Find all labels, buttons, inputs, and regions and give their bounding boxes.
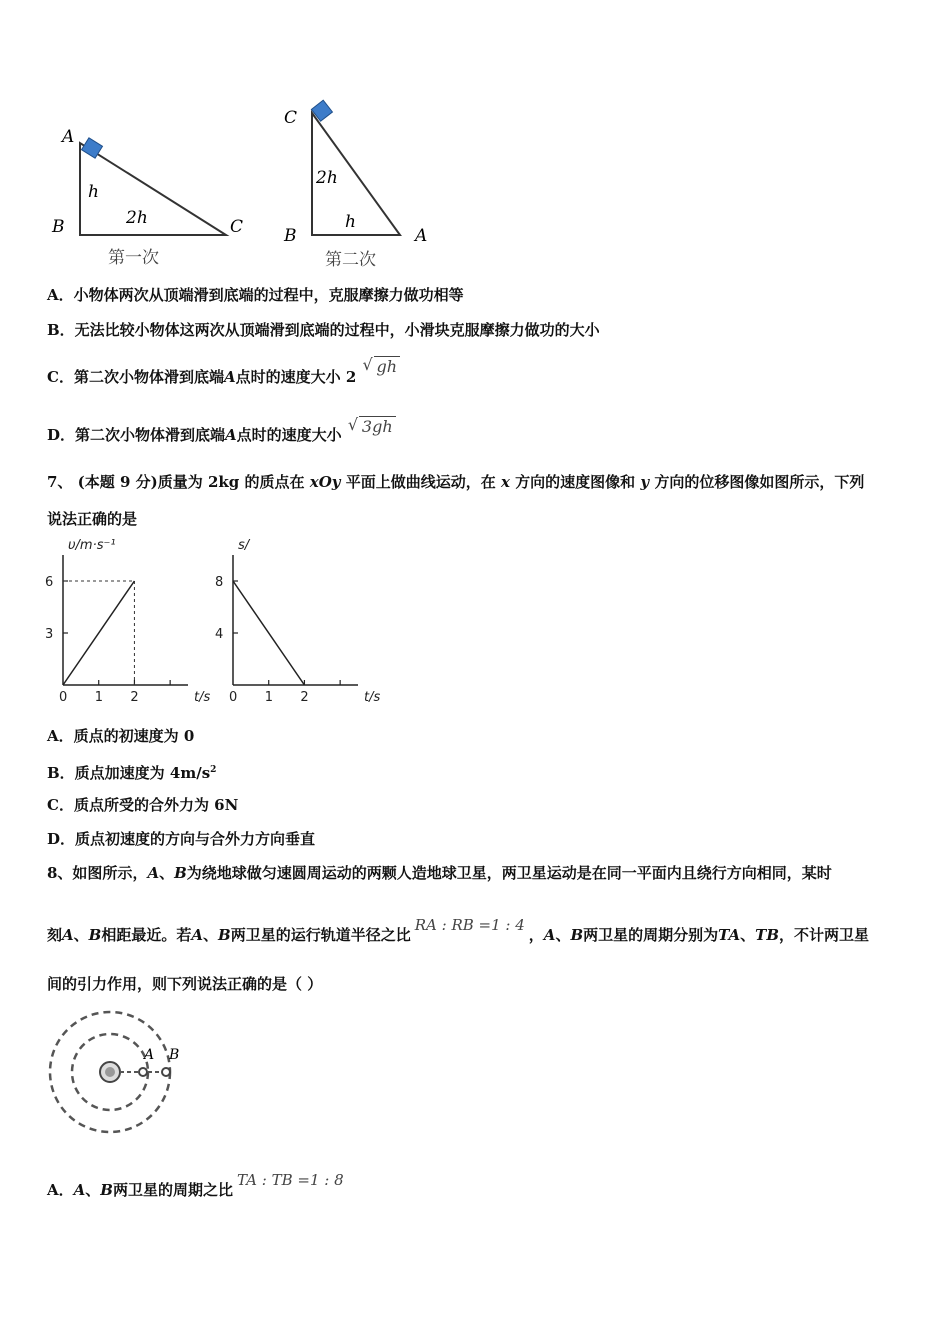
- x-tick-label: 0: [59, 690, 68, 705]
- second-label-h: h: [345, 212, 356, 232]
- q6-option-d: [47, 415, 396, 445]
- x-axis-label: t/s: [194, 690, 211, 705]
- series-line: [233, 581, 304, 685]
- q8-l1-B: B: [174, 864, 187, 882]
- q8-a-sep: 、: [85, 1181, 101, 1199]
- q8-l2-A: A: [62, 926, 74, 944]
- series-line: [63, 581, 134, 685]
- displacement-time-chart: [205, 535, 381, 710]
- x-tick-label: 1: [264, 690, 273, 705]
- second-label-C: C: [284, 108, 298, 128]
- q8-l2-TA: TA: [718, 926, 741, 944]
- q7-option-b: [47, 760, 216, 783]
- q7-stem-line2: 说法正确的是: [47, 510, 138, 528]
- q8-a-B: B: [100, 1181, 113, 1199]
- q8-l2-TB: TB: [755, 926, 779, 944]
- q8-l2-c: 两卫星的运行轨道半径之比: [230, 926, 411, 944]
- q6-option-c: [47, 355, 400, 387]
- q8-radius-ratio: RA : RB =1 : 4: [414, 916, 525, 934]
- q7-text-4: 方向的位移图像如图所示，下列: [654, 473, 865, 491]
- q8-stem-line1: [47, 863, 832, 883]
- x-tick-label: 1: [94, 690, 103, 705]
- q7-text-2: 平面上做曲线运动，在: [345, 473, 496, 491]
- y-tick-label: 3: [45, 627, 54, 642]
- q8-l1-A: A: [147, 864, 160, 882]
- q7-b-sup: 2: [210, 765, 217, 775]
- q6-c-pre: C．第二次小物体滑到底端: [47, 368, 224, 386]
- q8-l2-sep: 、: [73, 926, 89, 944]
- q8-l2-d: ，: [528, 926, 544, 944]
- q6-d-pre: D．第二次小物体滑到底端: [47, 426, 226, 444]
- q7-y: y: [640, 473, 650, 491]
- q7-option-c: C．质点所受的合外力为 6N: [47, 796, 239, 814]
- q8-a-post: 两卫星的周期之比: [112, 1181, 233, 1199]
- second-label-A: A: [415, 226, 428, 246]
- q7-b-text: B．质点加速度为 4m/s: [47, 764, 211, 782]
- q6-c-sqrt: [362, 355, 401, 376]
- incline-figure: [40, 95, 440, 275]
- q6-d-radicand: 3gh: [361, 417, 393, 436]
- q7-number: 7、: [47, 473, 73, 491]
- q6-c-radicand: gh: [376, 357, 398, 376]
- x-axis-label: t/s: [364, 690, 381, 705]
- velocity-time-chart: [35, 535, 211, 710]
- q8-l1-post: 为绕地球做匀速圆周运动的两颗人造地球卫星，两卫星运动是在同一平面内且绕行方向相同，某时: [186, 864, 832, 882]
- q7-stem-line1: [47, 472, 864, 492]
- label-b: B: [169, 1047, 180, 1063]
- q8-l2-sep3: 、: [555, 926, 571, 944]
- satellite-a: [139, 1068, 147, 1076]
- first-label-B: B: [52, 217, 65, 237]
- x-tick-label: 2: [300, 690, 309, 705]
- first-label-h: h: [88, 182, 99, 202]
- q6-d-point: A: [225, 426, 237, 444]
- q7-xoy: xOy: [309, 473, 341, 491]
- q8-stem-line2: [47, 916, 870, 945]
- first-label-2h: 2h: [126, 208, 148, 228]
- second-caption: 第二次: [325, 250, 376, 270]
- q6-option-b: B．无法比较小物体这两次从顶端滑到底端的过程中，小滑块克服摩擦力做功的大小: [47, 321, 600, 339]
- satellite-b: [162, 1068, 170, 1076]
- label-a: A: [144, 1047, 155, 1063]
- q6-d-sqrt: [347, 415, 396, 436]
- q6-option-a: A．小物体两次从顶端滑到底端的过程中，克服摩擦力做功相等: [47, 286, 464, 304]
- q8-l1-sep: 、: [159, 864, 175, 882]
- q7-text-1: (本题 9 分)质量为 2kg 的质点在: [77, 473, 305, 491]
- q6-c-point: A: [223, 368, 236, 386]
- q8-l1-pre: 8、如图所示，: [47, 864, 148, 882]
- q8-l2-sep4: 、: [740, 926, 756, 944]
- y-tick-label: 8: [215, 575, 224, 590]
- y-axis-label: υ/m·s⁻¹: [68, 538, 116, 553]
- first-label-C: C: [230, 217, 244, 237]
- q6-d-post: 点时的速度大小: [236, 426, 342, 444]
- y-axis-label: s/: [238, 538, 250, 553]
- first-caption: 第一次: [108, 248, 159, 268]
- q6-d-radical: √: [347, 415, 359, 434]
- x-tick-label: 2: [130, 690, 139, 705]
- q8-l2-B: B: [88, 926, 102, 944]
- q7-option-a: A．质点的初速度为 0: [47, 727, 195, 745]
- first-incline-triangle: [80, 143, 226, 235]
- earth-core: [105, 1067, 115, 1077]
- first-label-A: A: [62, 127, 75, 147]
- q8-l2-A3: A: [543, 926, 556, 944]
- q8-option-a: [47, 1171, 344, 1200]
- q8-period-ratio: TA : TB =1 : 8: [237, 1171, 344, 1189]
- q8-l2-a: 刻: [47, 926, 63, 944]
- q6-c-radical: √: [362, 355, 373, 374]
- q6-c-post: 点时的速度大小 2: [235, 368, 357, 386]
- second-label-B: B: [284, 226, 297, 246]
- q8-l2-B3: B: [570, 926, 584, 944]
- q8-l2-sep2: 、: [203, 926, 219, 944]
- q8-l2-e: 两卫星的周期分别为: [583, 926, 719, 944]
- orbit-figure: [40, 1005, 200, 1145]
- y-tick-label: 4: [215, 627, 224, 642]
- q8-a-pre: A．: [47, 1181, 74, 1199]
- q7-x: x: [500, 473, 510, 491]
- q7-text-3: 方向的速度图像和: [515, 473, 636, 491]
- q8-stem-line3: 间的引力作用，则下列说法正确的是（ ）: [47, 975, 323, 993]
- y-tick-label: 6: [45, 575, 54, 590]
- q8-l2-A2: A: [191, 926, 204, 944]
- q7-option-d: D．质点初速度的方向与合外力方向垂直: [47, 830, 316, 848]
- q8-a-A: A: [73, 1181, 86, 1199]
- q8-l2-B2: B: [218, 926, 231, 944]
- second-label-2h: 2h: [316, 168, 338, 188]
- x-tick-label: 0: [229, 690, 238, 705]
- q8-l2-b: 相距最近。若: [101, 926, 192, 944]
- q8-l2-f: ，不计两卫星: [779, 926, 870, 944]
